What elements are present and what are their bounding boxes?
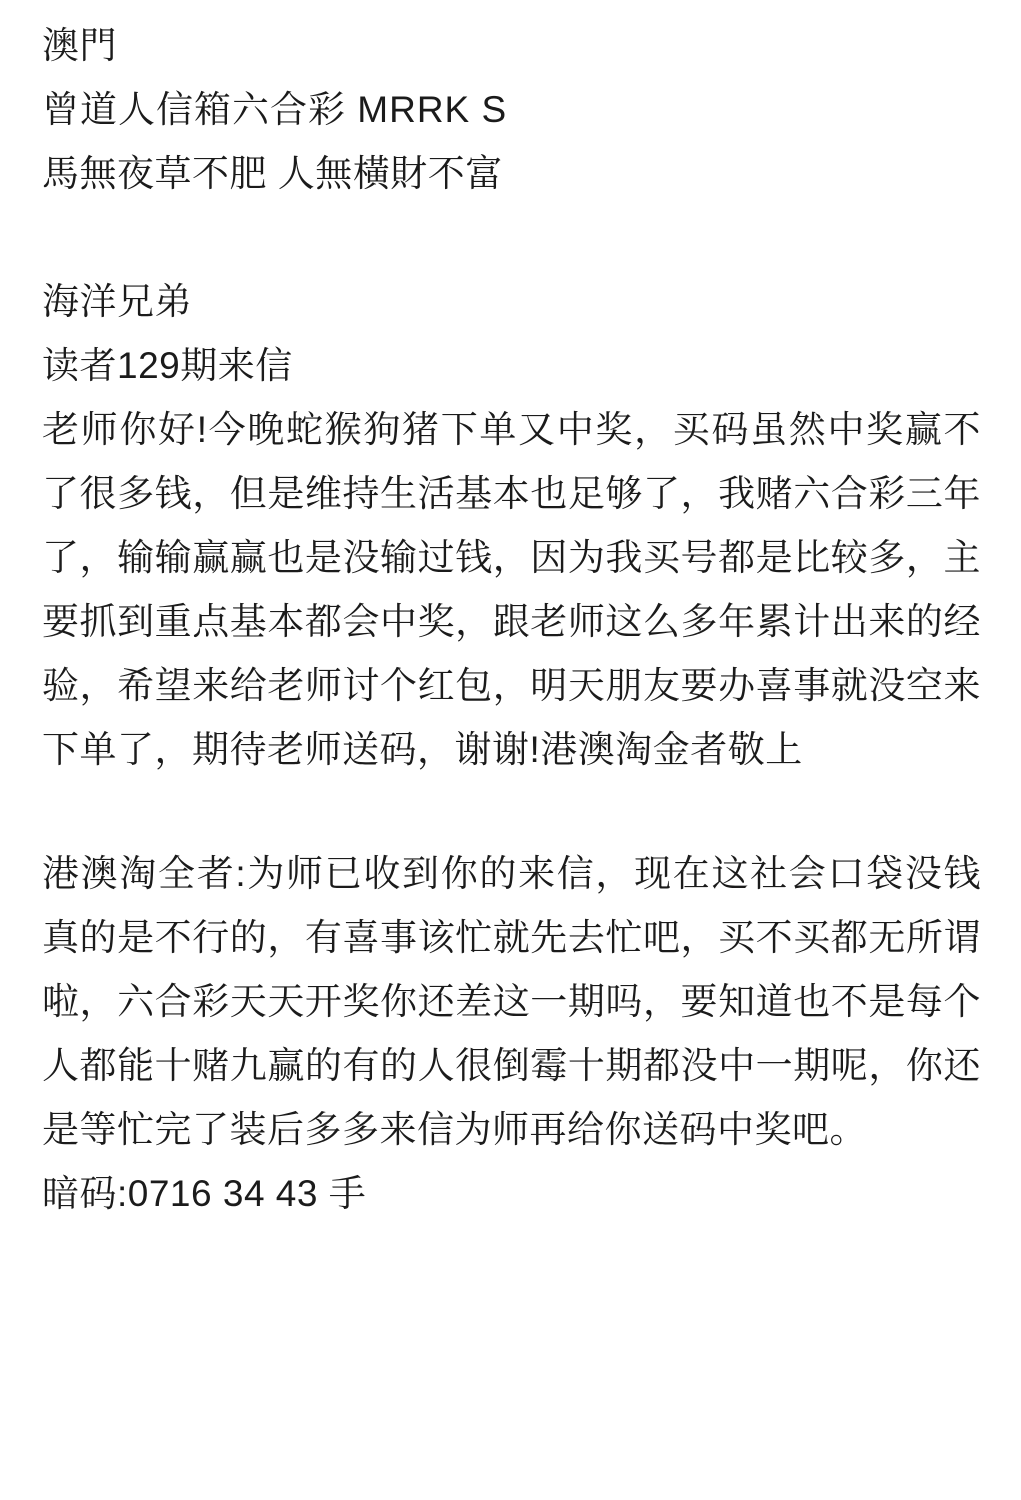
secret-code-line: 暗码:0716 34 43 手 (42, 1173, 367, 1214)
footer-block (42, 1162, 981, 1226)
letter-author-title: 海洋兄弟 (42, 281, 192, 322)
letter-body-text: 老师你好!今晚蛇猴狗猪下单又中奖，买码虽然中奖赢不了很多钱，但是维持生活基本也足够了，我赌六合彩三年了，输输赢赢也是没输过钱，因为我买号都是比较多，主要抓到重点基本都会中奖，跟老师这么多年累计出来的经验，希望来给老师讨个红包，明天朋友要办喜事就没空来下单了，期待老师送码，谢谢!港澳淘金者敬上 (42, 409, 981, 770)
spacer-between-sections (42, 782, 981, 842)
reader-letter-block (42, 270, 981, 782)
reply-body-text: 港澳淘全者:为师已收到你的来信，现在这社会口袋没钱真的是不行的，有喜事该忙就先去忙吧，买不买都无所谓啦，六合彩天天开奖你还差这一期吗，要知道也不是每个人都能十赌九赢的有的人很倒霉十期都没中一期呢，你还是等忙完了装后多多来信为师再给你送码中奖吧。 (42, 853, 981, 1150)
letter-issue-subtitle: 读者129期来信 (42, 345, 293, 386)
header-line-slogan: 馬無夜草不肥 人無橫財不富 (42, 153, 503, 194)
spacer-after-header (42, 206, 981, 270)
reply-block (42, 842, 981, 1162)
header-line-title: 曾道人信箱六合彩 MRRK S (42, 89, 508, 130)
header-line-region: 澳門 (42, 25, 117, 66)
header-block (42, 14, 981, 206)
